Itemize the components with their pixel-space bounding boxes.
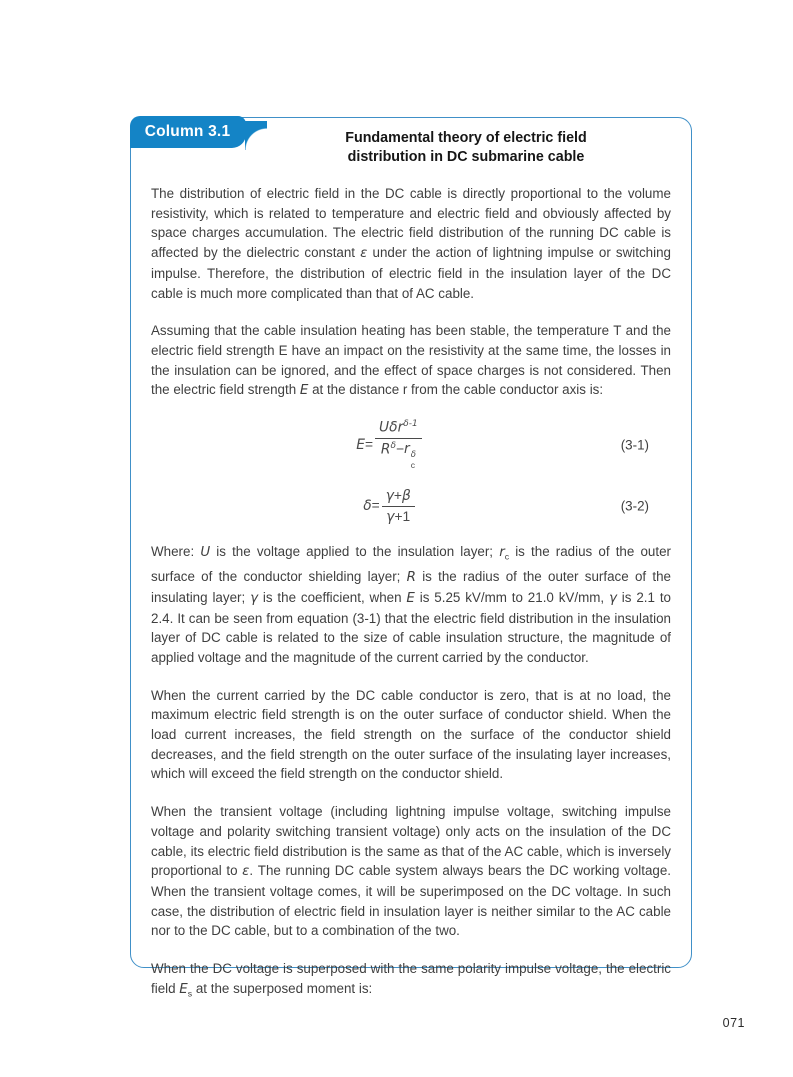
paragraph-intro: The distribution of electric field in the DC cable is directly proportional to the volume resistivity, which is related to temperature and electric field and obviously affected by space charges accumulation. The electric field distribution of the running DC cable is affected by the dielectric constant ε under the action of lightning impulse or switching impulse. Therefore, the distribution of electric field in the insulation layer of the DC cable is much more complicated than that of AC cable. — [151, 186, 671, 301]
column-tab-label: Column 3.1 — [144, 123, 231, 140]
equation-3-1 — [151, 419, 671, 471]
equation-3-2-body — [363, 488, 415, 525]
equation-3-2-fraction — [382, 488, 415, 525]
equation-3-1-lhs: E= — [356, 436, 374, 453]
equation-3-1-numerator: Uδr$^{\delta-1}$ — [379, 419, 418, 436]
equation-3-2-number: (3-2) — [620, 498, 649, 514]
equation-3-2 — [151, 488, 671, 525]
equation-3-2-denominator: γ+1 — [382, 506, 415, 525]
paragraph-transient: When the transient voltage (including lightning impulse voltage, switching impulse voltage and polarity switching transient voltage) only acts on the insulation of the DC cable, its electric field distribution is the same as that of the AC cable, which is inversely proportional to ε. The running DC cable system always bears the DC working voltage. When the transient voltage comes, it will be superimposed on the DC voltage. In such case, the distribution of electric field in insulation layer is neither similar to the AC cable nor to the DC cable, but to a combination of the two. — [151, 804, 672, 939]
equation-3-2-lhs: δ= — [363, 498, 380, 515]
equation-block — [151, 419, 671, 525]
equation-3-1-denominator: $R^\delta-r$ δ c — [375, 438, 422, 471]
equation-3-1-number: (3-1) — [620, 437, 649, 453]
paragraph-superposed: When the DC voltage is superposed with the same polarity impulse voltage, the electric field $E_s$ at the superposed moment is: — [151, 961, 671, 999]
equation-3-2-numerator: γ+β — [385, 487, 411, 504]
column-tab — [130, 116, 246, 148]
column-box — [130, 117, 692, 999]
column-title-line2: distribution in DC submarine cable — [347, 148, 585, 165]
column-tab-curve — [245, 121, 267, 150]
paragraph-assumption: Assuming that the cable insulation heating has been stable, the temperature T and the electric field strength E have an impact on the resistivity at the same time, the losses in the insulation can be ignored, and the effect of space charges is not considered. Then the electric field strength E at the distance r from the cable conductor axis is: — [151, 323, 671, 399]
column-title — [261, 129, 671, 166]
paragraph-no-load: When the current carried by the DC cable conductor is zero, that is at no load, the maximum electric field strength is on the outer surface of conductor shield. When the load current increases, the field strength on the surface of the conductor shield decreases, and the field strength on the outer surface of the insulating layer increases, which will exceed the field strength on the conductor shield. — [151, 687, 671, 782]
page-number: 071 — [722, 1016, 745, 1030]
column-body — [131, 166, 691, 1004]
column-title-line1: Fundamental theory of electric field — [345, 130, 587, 146]
equation-3-1-fraction — [375, 419, 422, 471]
paragraph-where: Where: U is the voltage applied to the insulation layer; $r_c$ is the radius of the outer surface of the conductor shielding layer; R is the radius of the outer surface of the insulating layer; γ is the coefficient, when E is 5.25 kV/mm to 21.0 kV/mm, γ is 2.1 to 2.4. It can be seen from equation (3-1) that the electric field distribution in the insulation layer of DC cable is related to the size of cable insulation structure, the magnitude of applied voltage and the magnitude of the current carried by the conductor. — [151, 543, 671, 665]
equation-3-1-body — [356, 419, 421, 471]
